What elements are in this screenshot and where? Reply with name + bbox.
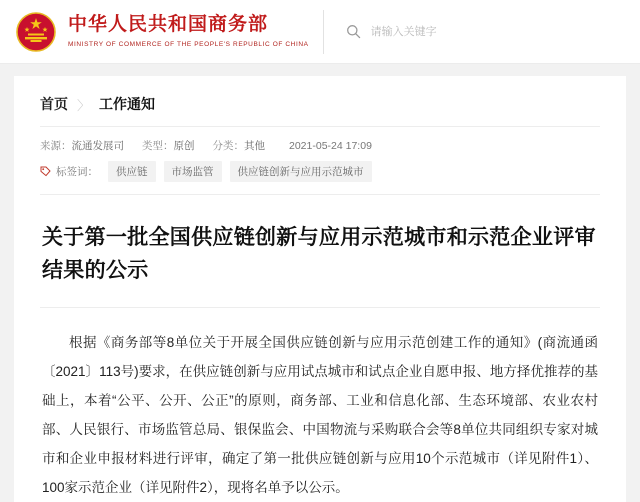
search-icon[interactable] (346, 24, 361, 39)
page-title: 关于第一批全国供应链创新与应用示范城市和示范企业评审结果的公示 (42, 226, 596, 282)
national-emblem-icon (14, 10, 58, 54)
article-card (14, 76, 626, 502)
chevron-right-icon: 〉 (77, 97, 91, 113)
breadcrumb-home[interactable]: 首页 (40, 96, 68, 112)
article-body: 根据《商务部等8单位关于开展全国供应链创新与应用示范创建工作的通知》(商流通函〔2021〕113号)要求，在供应链创新与应用试点城市和试点企业自愿申报、地方择优推荐的基础上，本着“公平、公开、公正”的原则，商务部、工业和信息化部、生态环境部、农业农村部、人民银行、市场监管总局、银保监会、中国物流与采购联合会等8单位共同组织专家对城市和企业申报材料进行评审，确定了第一批供应链创新与应用10个示范城市（详见附件1）、100家示范企业（详见附件2），现将名单予以公示。 (42, 335, 598, 495)
tag-item[interactable]: 市场监管 (164, 161, 222, 182)
site-title-en: MINISTRY OF COMMERCE OF THE PEOPLE'S REPUBLIC OF CHINA (68, 41, 309, 48)
meta-category-value: 其他 (244, 140, 265, 152)
search-bar[interactable] (346, 24, 640, 39)
meta-source-label: 来源： (40, 140, 72, 152)
meta-date: 2021-05-24 17:09 (289, 139, 372, 152)
tag-row (40, 153, 600, 194)
tag-item[interactable]: 供应链创新与应用示范城市 (230, 161, 372, 182)
meta-type (142, 138, 195, 153)
meta-source (40, 138, 124, 153)
tag-item[interactable]: 供应链 (108, 161, 156, 182)
article-meta (40, 127, 600, 153)
tags-label: 标签词： (56, 166, 98, 178)
site-title-cn: 中华人民共和国商务部 (68, 14, 269, 35)
breadcrumb (40, 94, 600, 127)
search-input[interactable] (369, 25, 553, 39)
meta-type-label: 类型： (142, 140, 174, 152)
site-title-block (68, 10, 324, 54)
meta-category-label: 分类： (212, 140, 244, 152)
breadcrumb-current: 工作通知 (99, 96, 156, 112)
site-header (0, 0, 640, 64)
meta-category (213, 138, 266, 153)
meta-source-value: 流通发展司 (71, 140, 124, 152)
meta-type-value: 原创 (173, 140, 195, 152)
tag-icon (40, 166, 51, 177)
